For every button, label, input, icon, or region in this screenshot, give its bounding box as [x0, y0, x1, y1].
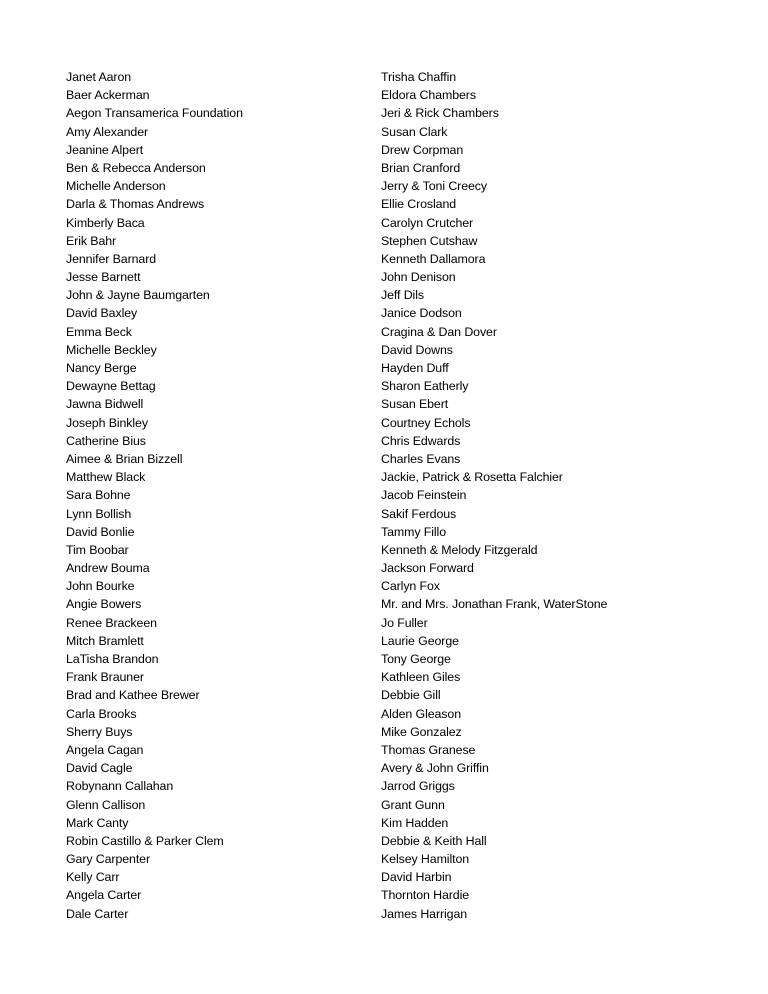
name-entry: Charles Evans	[381, 451, 461, 466]
name-entry: Michelle Beckley	[66, 342, 157, 357]
name-entry: Kenneth Dallamora	[381, 251, 486, 266]
name-entry: Mitch Bramlett	[66, 633, 144, 648]
name-entry: Laurie George	[381, 633, 459, 648]
name-entry: Mike Gonzalez	[381, 724, 462, 739]
name-entry: Jeanine Alpert	[66, 142, 144, 157]
name-entry: Catherine Bius	[66, 433, 146, 448]
name-entry: Jacob Feinstein	[381, 488, 467, 503]
name-entry: Tim Boobar	[66, 542, 129, 557]
name-entry: Kim Hadden	[381, 815, 449, 830]
name-entry: Courtney Echols	[381, 415, 471, 430]
name-entry: Angela Cagan	[66, 742, 144, 757]
name-entry: Jeff Dils	[381, 288, 424, 303]
name-entry: Brian Cranford	[381, 160, 461, 175]
name-entry: Jesse Barnett	[66, 270, 141, 285]
name-entry: Janice Dodson	[381, 306, 462, 321]
name-entry: Baer Ackerman	[66, 88, 150, 103]
name-entry: John Denison	[381, 270, 456, 285]
name-entry: Susan Ebert	[381, 397, 449, 412]
name-entry: Joseph Binkley	[66, 415, 148, 430]
name-entry: Susan Clark	[381, 124, 448, 139]
name-entry: Grant Gunn	[381, 797, 445, 812]
name-entry: Sara Bohne	[66, 488, 131, 503]
name-entry: David Harbin	[381, 870, 452, 885]
name-entry: Tony George	[381, 652, 451, 666]
name-entry: David Cagle	[66, 761, 133, 776]
name-entry: Robin Castillo & Parker Clem	[66, 833, 224, 848]
name-entry: Stephen Cutshaw	[381, 233, 478, 248]
name-entry: Angela Carter	[66, 888, 142, 903]
name-entry: James Harrigan	[381, 906, 468, 921]
name-entry: Hayden Duff	[381, 361, 449, 375]
name-entry: Carlyn Fox	[381, 579, 440, 594]
name-entry: Jo Fuller	[381, 615, 428, 630]
name-entry: Emma Beck	[66, 324, 132, 339]
name-entry: Frank Brauner	[66, 670, 144, 685]
name-entry: Kathleen Giles	[381, 670, 461, 685]
name-entry: Kelsey Hamilton	[381, 852, 470, 867]
name-entry: Tammy Fillo	[381, 524, 446, 539]
name-entry: Ellie Crosland	[381, 197, 457, 212]
name-entry: Andrew Bouma	[66, 561, 150, 576]
name-entry: Dale Carter	[66, 906, 129, 921]
name-entry: Darla & Thomas Andrews	[66, 197, 205, 212]
name-list-right-column	[381, 68, 761, 923]
name-entry: Jeri & Rick Chambers	[381, 106, 499, 121]
name-entry: Kimberly Baca	[66, 215, 145, 230]
name-entry: Aimee & Brian Bizzell	[66, 451, 183, 466]
name-entry: Sherry Buys	[66, 724, 133, 739]
name-entry: Mark Canty	[66, 815, 129, 830]
name-entry: Jerry & Toni Creecy	[381, 179, 487, 194]
name-entry: Jarrod Griggs	[381, 779, 455, 794]
name-entry: Jennifer Barnard	[66, 251, 157, 266]
name-entry: Nancy Berge	[66, 361, 137, 375]
name-entry: Jackson Forward	[381, 561, 474, 576]
name-entry: Eldora Chambers	[381, 88, 476, 103]
name-entry: Renee Brackeen	[66, 615, 157, 630]
name-entry: Trisha Chaffin	[381, 70, 457, 84]
name-entry: Ben & Rebecca Anderson	[66, 160, 206, 175]
name-list-left-column	[66, 68, 366, 923]
name-entry: David Downs	[381, 342, 453, 357]
name-entry: Brad and Kathee Brewer	[66, 688, 200, 703]
name-entry: Cragina & Dan Dover	[381, 324, 497, 339]
name-entry: Sharon Eatherly	[381, 379, 469, 394]
name-entry: Debbie & Keith Hall	[381, 833, 487, 848]
name-entry: Kelly Carr	[66, 870, 120, 885]
name-entry: Debbie Gill	[381, 688, 441, 703]
name-entry: Amy Alexander	[66, 124, 149, 139]
name-entry: Mr. and Mrs. Jonathan Frank, WaterStone	[381, 597, 608, 612]
name-entry: Avery & John Griffin	[381, 761, 489, 776]
name-entry: Kenneth & Melody Fitzgerald	[381, 542, 538, 557]
name-entry: Erik Bahr	[66, 233, 117, 248]
name-entry: David Bonlie	[66, 524, 135, 539]
name-entry: Thomas Granese	[381, 742, 476, 757]
name-entry: LaTisha Brandon	[66, 652, 159, 666]
name-entry: Gary Carpenter	[66, 852, 150, 867]
name-entry: Carolyn Crutcher	[381, 215, 474, 230]
name-entry: John & Jayne Baumgarten	[66, 288, 210, 303]
name-entry: Angie Bowers	[66, 597, 142, 612]
name-entry: Aegon Transamerica Foundation	[66, 106, 243, 121]
name-entry: Robynann Callahan	[66, 779, 174, 794]
name-entry: Dewayne Bettag	[66, 379, 156, 394]
name-entry: Glenn Callison	[66, 797, 146, 812]
name-entry: Thornton Hardie	[381, 888, 470, 903]
name-entry: Alden Gleason	[381, 706, 461, 721]
name-entry: Drew Corpman	[381, 142, 464, 157]
name-entry: Michelle Anderson	[66, 179, 166, 194]
name-entry: Sakif Ferdous	[381, 506, 457, 521]
name-entry: Chris Edwards	[381, 433, 461, 448]
name-entry: David Baxley	[66, 306, 138, 321]
name-entry: John Bourke	[66, 579, 135, 594]
name-entry: Jackie, Patrick & Rosetta Falchier	[381, 470, 563, 485]
name-entry: Matthew Black	[66, 470, 146, 485]
name-entry: Jawna Bidwell	[66, 397, 144, 412]
name-entry: Carla Brooks	[66, 706, 137, 721]
name-entry: Janet Aaron	[66, 70, 132, 84]
name-entry: Lynn Bollish	[66, 506, 132, 521]
